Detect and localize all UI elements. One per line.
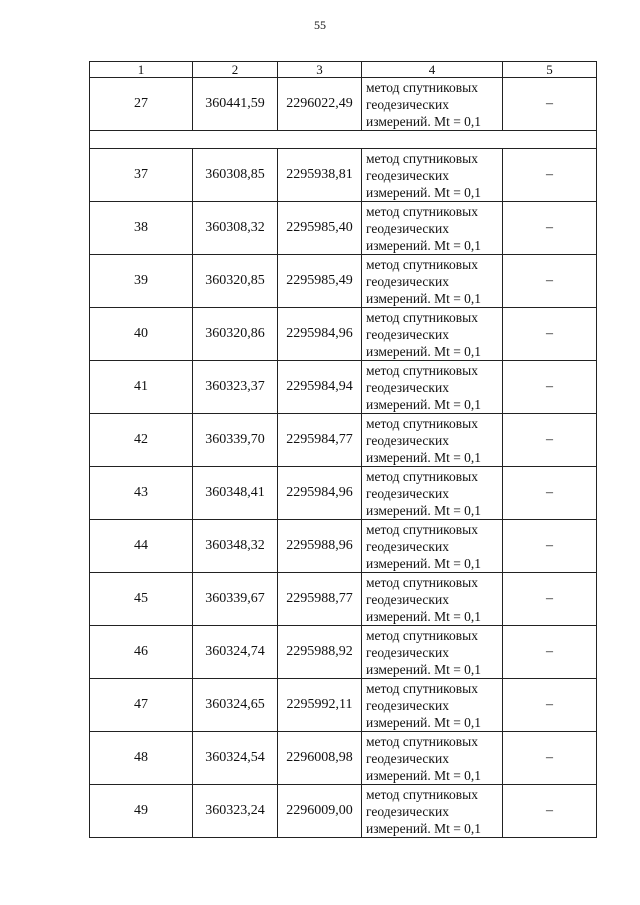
point-number-cell: 46 (90, 626, 193, 679)
method-text-line-2: геодезических (366, 167, 449, 183)
column5-cell: – (503, 520, 597, 573)
table-row (90, 78, 597, 131)
x-coordinate-cell: 360324,54 (193, 732, 278, 785)
method-text-line-1: метод спутниковых (366, 627, 478, 643)
method-cell (362, 732, 503, 785)
method-cell (362, 573, 503, 626)
table-row (90, 467, 597, 520)
column5-cell: – (503, 202, 597, 255)
header-cell-5: 5 (503, 62, 597, 78)
y-coordinate-cell: 2296022,49 (278, 78, 362, 131)
coordinates-table (89, 61, 597, 838)
method-text-line-2: геодезических (366, 591, 449, 607)
method-text-line-2: геодезических (366, 96, 449, 112)
method-text-line-2: геодезических (366, 803, 449, 819)
method-cell (362, 361, 503, 414)
y-coordinate-cell: 2295984,96 (278, 467, 362, 520)
column5-cell: – (503, 308, 597, 361)
table-row (90, 679, 597, 732)
y-coordinate-cell: 2295988,92 (278, 626, 362, 679)
method-text-line-1: метод спутниковых (366, 79, 478, 95)
y-coordinate-cell: 2295992,11 (278, 679, 362, 732)
x-coordinate-cell: 360308,85 (193, 149, 278, 202)
x-coordinate-cell: 360348,41 (193, 467, 278, 520)
point-number-cell: 43 (90, 467, 193, 520)
method-cell (362, 202, 503, 255)
column5-cell: – (503, 361, 597, 414)
method-cell (362, 785, 503, 838)
header-cell-4: 4 (362, 62, 503, 78)
header-cell-1: 1 (90, 62, 193, 78)
point-number-cell: 47 (90, 679, 193, 732)
point-number-cell: 38 (90, 202, 193, 255)
column5-cell: – (503, 149, 597, 202)
column5-cell: – (503, 255, 597, 308)
point-number-cell: 41 (90, 361, 193, 414)
method-text-line-3: измерений. Mt = 0,1 (366, 608, 482, 624)
method-text-line-3: измерений. Mt = 0,1 (366, 714, 482, 730)
table-row (90, 785, 597, 838)
x-coordinate-cell: 360323,37 (193, 361, 278, 414)
column5-cell: – (503, 732, 597, 785)
method-text-line-1: метод спутниковых (366, 203, 478, 219)
method-cell (362, 255, 503, 308)
table-row (90, 361, 597, 414)
column5-cell: – (503, 467, 597, 520)
method-text-line-2: геодезических (366, 379, 449, 395)
method-text-line-3: измерений. Mt = 0,1 (366, 396, 482, 412)
table-row (90, 626, 597, 679)
method-text-line-3: измерений. Mt = 0,1 (366, 449, 482, 465)
y-coordinate-cell: 2295985,49 (278, 255, 362, 308)
method-text-line-3: измерений. Mt = 0,1 (366, 555, 482, 571)
method-cell (362, 78, 503, 131)
method-text-line-2: геодезических (366, 220, 449, 236)
y-coordinate-cell: 2295938,81 (278, 149, 362, 202)
separator-row (90, 131, 597, 149)
method-text-line-1: метод спутниковых (366, 362, 478, 378)
method-cell (362, 414, 503, 467)
method-text-line-3: измерений. Mt = 0,1 (366, 113, 482, 129)
column5-cell: – (503, 573, 597, 626)
column5-cell: – (503, 626, 597, 679)
table-row (90, 149, 597, 202)
x-coordinate-cell: 360308,32 (193, 202, 278, 255)
method-text-line-1: метод спутниковых (366, 680, 478, 696)
method-text-line-1: метод спутниковых (366, 521, 478, 537)
method-text-line-2: геодезических (366, 644, 449, 660)
method-cell (362, 467, 503, 520)
y-coordinate-cell: 2296008,98 (278, 732, 362, 785)
method-text-line-2: геодезических (366, 538, 449, 554)
coordinates-table-body (90, 62, 597, 838)
x-coordinate-cell: 360320,86 (193, 308, 278, 361)
method-cell (362, 520, 503, 573)
column5-cell: – (503, 785, 597, 838)
method-text-line-3: измерений. Mt = 0,1 (366, 767, 482, 783)
x-coordinate-cell: 360323,24 (193, 785, 278, 838)
y-coordinate-cell: 2295984,77 (278, 414, 362, 467)
method-text-line-2: геодезических (366, 326, 449, 342)
table-row (90, 573, 597, 626)
method-cell (362, 308, 503, 361)
x-coordinate-cell: 360441,59 (193, 78, 278, 131)
method-text-line-2: геодезических (366, 273, 449, 289)
method-text-line-2: геодезических (366, 750, 449, 766)
header-cell-2: 2 (193, 62, 278, 78)
point-number-cell: 44 (90, 520, 193, 573)
method-text-line-3: измерений. Mt = 0,1 (366, 237, 482, 253)
method-text-line-3: измерений. Mt = 0,1 (366, 184, 482, 200)
header-cell-3: 3 (278, 62, 362, 78)
method-text-line-2: геодезических (366, 485, 449, 501)
method-text-line-1: метод спутниковых (366, 468, 478, 484)
method-text-line-1: метод спутниковых (366, 309, 478, 325)
method-text-line-3: измерений. Mt = 0,1 (366, 661, 482, 677)
method-text-line-1: метод спутниковых (366, 786, 478, 802)
x-coordinate-cell: 360320,85 (193, 255, 278, 308)
method-text-line-2: геодезических (366, 432, 449, 448)
method-text-line-1: метод спутниковых (366, 415, 478, 431)
point-number-cell: 37 (90, 149, 193, 202)
column5-cell: – (503, 414, 597, 467)
table-row (90, 520, 597, 573)
method-text-line-1: метод спутниковых (366, 150, 478, 166)
column5-cell: – (503, 679, 597, 732)
x-coordinate-cell: 360348,32 (193, 520, 278, 573)
method-cell (362, 679, 503, 732)
y-coordinate-cell: 2295985,40 (278, 202, 362, 255)
method-text-line-1: метод спутниковых (366, 256, 478, 272)
x-coordinate-cell: 360324,65 (193, 679, 278, 732)
point-number-cell: 42 (90, 414, 193, 467)
method-text-line-3: измерений. Mt = 0,1 (366, 502, 482, 518)
point-number-cell: 39 (90, 255, 193, 308)
y-coordinate-cell: 2296009,00 (278, 785, 362, 838)
point-number-cell: 45 (90, 573, 193, 626)
page-number: 55 (314, 18, 326, 32)
method-text-line-2: геодезических (366, 697, 449, 713)
table-row (90, 732, 597, 785)
x-coordinate-cell: 360339,70 (193, 414, 278, 467)
y-coordinate-cell: 2295984,96 (278, 308, 362, 361)
method-cell (362, 626, 503, 679)
table-row (90, 255, 597, 308)
method-cell (362, 149, 503, 202)
y-coordinate-cell: 2295988,96 (278, 520, 362, 573)
x-coordinate-cell: 360324,74 (193, 626, 278, 679)
table-row (90, 414, 597, 467)
x-coordinate-cell: 360339,67 (193, 573, 278, 626)
column5-cell: – (503, 78, 597, 131)
point-number-cell: 49 (90, 785, 193, 838)
point-number-cell: 27 (90, 78, 193, 131)
method-text-line-3: измерений. Mt = 0,1 (366, 343, 482, 359)
table-row (90, 308, 597, 361)
point-number-cell: 48 (90, 732, 193, 785)
method-text-line-1: метод спутниковых (366, 733, 478, 749)
point-number-cell: 40 (90, 308, 193, 361)
table-row (90, 202, 597, 255)
header-row (90, 62, 597, 78)
method-text-line-3: измерений. Mt = 0,1 (366, 290, 482, 306)
method-text-line-1: метод спутниковых (366, 574, 478, 590)
method-text-line-3: измерений. Mt = 0,1 (366, 820, 482, 836)
separator-cell (90, 131, 597, 149)
y-coordinate-cell: 2295984,94 (278, 361, 362, 414)
y-coordinate-cell: 2295988,77 (278, 573, 362, 626)
